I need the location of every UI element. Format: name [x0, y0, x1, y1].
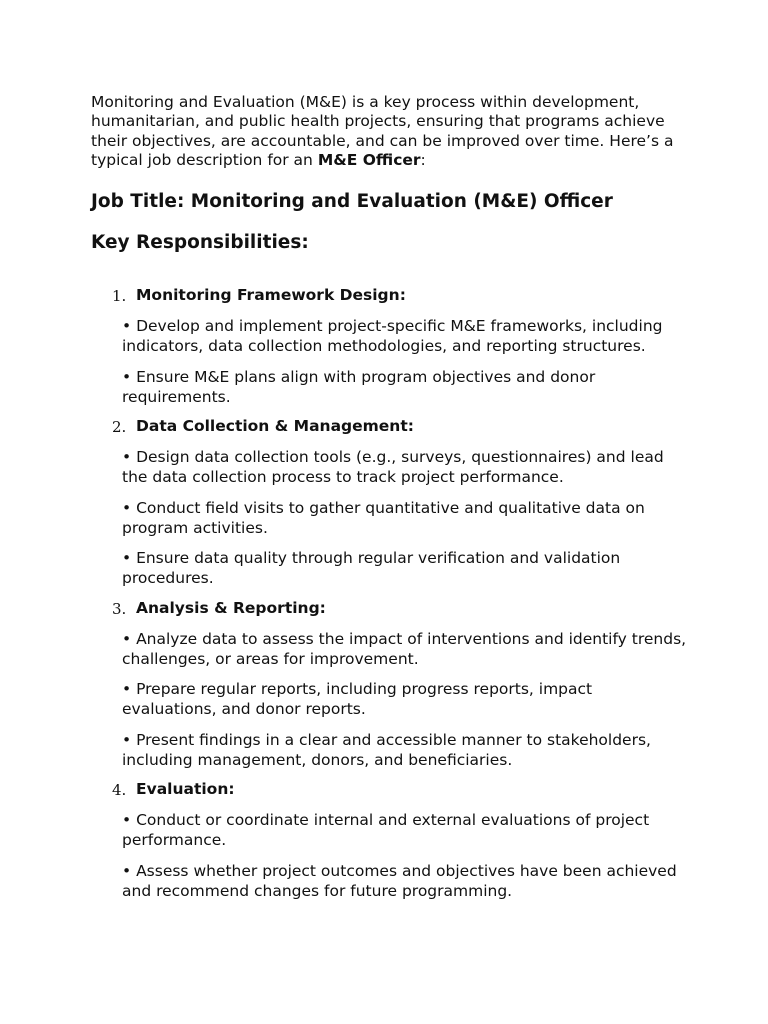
intro-text: Monitoring and Evaluation (M&E) is a key process within development, humanitarian, and public health projects, ensuring that programs achieve their objectives, are accountable, and can be improved over time. Here’s a typical job description for an — [91, 93, 674, 169]
bullet-item: • Assess whether project outcomes and objectives have been achieved and recommend changes for future programming. — [122, 861, 677, 900]
job-title-heading: Job Title: Monitoring and Evaluation (M&E) Officer — [91, 191, 613, 212]
bullet-item: • Conduct or coordinate internal and external evaluations of project performance. — [122, 811, 650, 849]
bullet-item: • Present findings in a clear and accessible manner to stakeholders, including management, donors, and beneficiaries. — [122, 730, 651, 769]
section-title: Evaluation: — [136, 780, 235, 798]
section-number: 2. — [112, 418, 127, 436]
responsibility-section — [91, 417, 691, 588]
bullet-item: • Design data collection tools (e.g., surveys, questionnaires) and lead the data collection process to track project performance. — [122, 448, 664, 486]
responsibility-section — [91, 286, 691, 407]
intro-colon: : — [420, 150, 426, 169]
section-header — [91, 417, 691, 437]
responsibility-section — [91, 599, 691, 770]
section-header — [91, 599, 691, 619]
section-number: 4. — [112, 781, 127, 799]
intro-role-bold: M&E Officer — [317, 150, 421, 169]
document-page — [91, 93, 691, 900]
bullet-item: • Prepare regular reports, including progress reports, impact evaluations, and donor reports. — [122, 680, 593, 718]
bullet-item: • Develop and implement project-specific M&E frameworks, including indicators, data collection methodologies, and reporting structures. — [122, 317, 663, 355]
key-responsibilities-heading: Key Responsibilities: — [91, 232, 309, 253]
bullet-item: • Ensure data quality through regular verification and validation procedures. — [122, 549, 621, 587]
responsibilities-list — [91, 286, 691, 911]
section-number: 3. — [112, 599, 127, 618]
section-header — [91, 780, 691, 800]
bullet-item: • Ensure M&E plans align with program objectives and donor requirements. — [122, 367, 596, 406]
section-title: Analysis & Reporting: — [136, 598, 326, 617]
section-title: Monitoring Framework Design: — [136, 286, 406, 304]
responsibility-section — [91, 780, 691, 901]
intro-paragraph — [91, 93, 691, 170]
section-header — [91, 286, 691, 306]
section-title: Data Collection & Management: — [136, 417, 414, 435]
bullet-item: • Analyze data to assess the impact of interventions and identify trends, challenges, or areas for improvement. — [122, 629, 687, 668]
section-number: 1. — [112, 287, 127, 305]
bullet-item: • Conduct field visits to gather quantitative and qualitative data on program activities. — [122, 498, 645, 537]
